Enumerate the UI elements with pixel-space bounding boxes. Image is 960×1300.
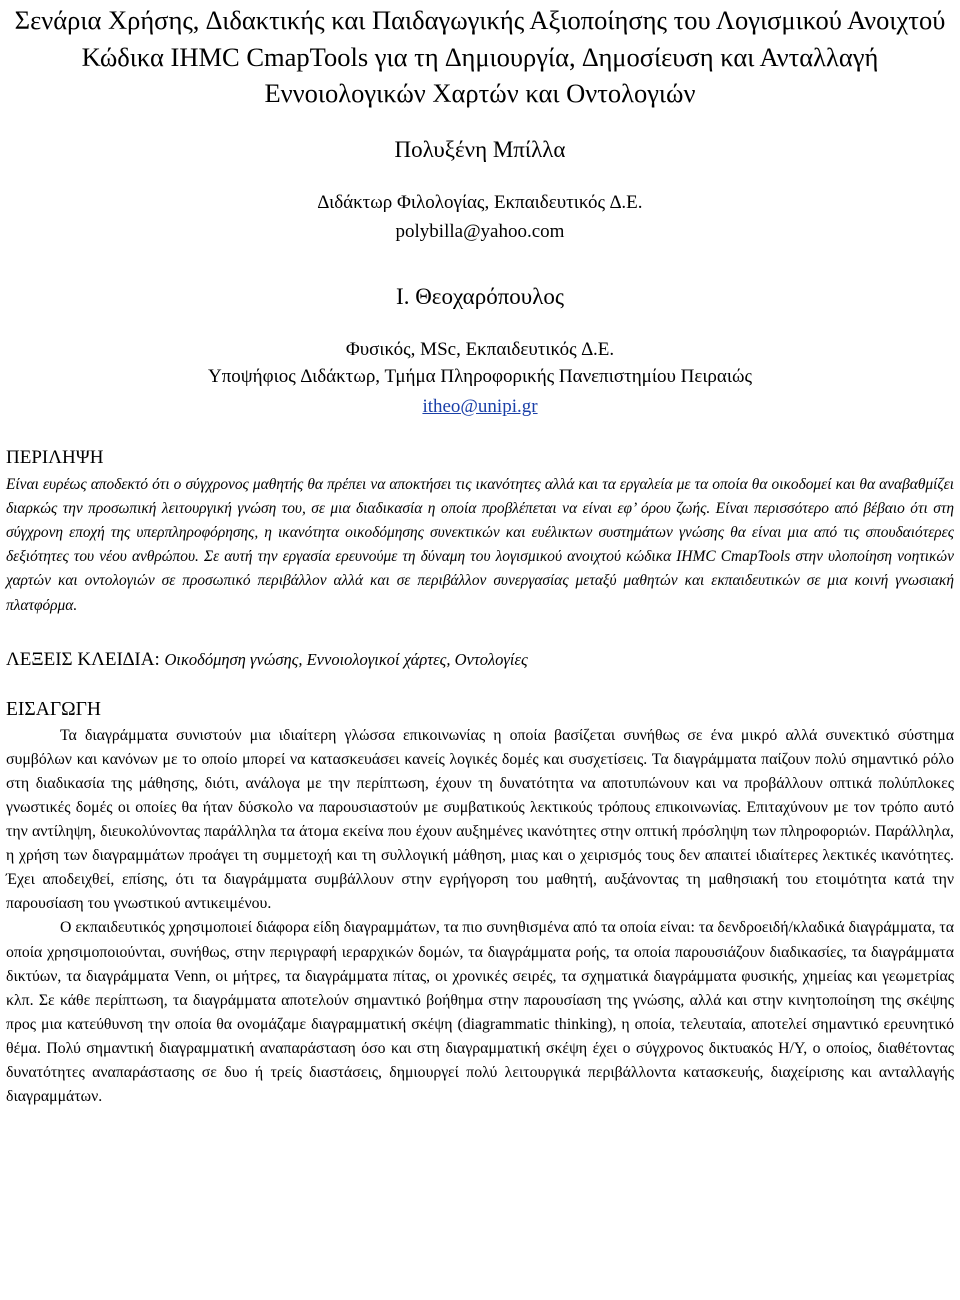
author-affiliation: Φυσικός, MSc, Εκπαιδευτικός ∆.Ε. (345, 338, 615, 360)
introduction-section (6, 697, 954, 1110)
paper-title: Σενάρια Χρήσης, ∆ιδακτικής και Παιδαγωγικής Αξιοποίησης του Λογισμικού Ανοιχτού Κώδικα IHMC CmapTools για τη ∆ημιουργία, ∆ημοσίευση και Ανταλλαγή Εννοιολογικών Χαρτών και Οντολογιών (14, 5, 946, 108)
keywords-text: Οικοδόμηση γνώσης, Εννοιολογικοί χάρτες, Οντολογίες (164, 649, 528, 669)
author-affiliation: ∆ιδάκτωρ Φιλολογίας, Εκπαιδευτικός ∆.Ε. (317, 191, 643, 213)
abstract-section (6, 446, 954, 618)
author-name: Πολυξένη Μπίλλα (394, 136, 566, 162)
body-paragraph: Τα διαγράμματα συνιστούν μια ιδιαίτερη γλώσσα επικοινωνίας η οποία βασίζεται συνήθως σε ένα μικρό αλλά συνεκτικό σύστημα συμβόλων και κανόνων με το οποίο μπορεί να κατασκευάσει κανείς λογικές δομές και συσχετίσεις. Τα διαγράμματα παίζουν πολύ σημαντικό ρόλο στη διαδικασία της μάθησης, διότι, ανάλογα με την περίπτωση, έχουν τη δυνατότητα να αποτυπώνουν και να προβάλλουν οπτικά πολύπλοκες γνωστικές δομές οι οποίες θα ήταν δύσκολο να παρουσιαστούν με συμβατικούς λεκτικούς τρόπους επικοινωνίας. Επιταχύνουν με τον τρόπο αυτό την αντίληψη, διευκολύνοντας παράλληλα τα άτομα εκείνα που έχουν αυξημένες ικανότητες στην οπτική πρόσληψη των πληροφοριών. Παράλληλα, η χρήση των διαγραμμάτων προάγει τη συμμετοχή και τη συλλογική μάθηση, μιας και ο χειρισμός τους δεν απαιτεί ιδιαίτερες λεκτικές ικανότητες. Έχει αποδειχθεί, επίσης, ότι τα διαγράμματα συμβάλλουν στην εγρήγορση του μαθητή, αυξάνοντας τη μαθησιακή του ετοιμότητα κατά την παρουσίαση του γνωστικού αντικειμένου. (6, 726, 954, 913)
abstract-heading: ΠΕΡΙΛΗΨΗ (6, 446, 104, 468)
author-block-1 (6, 136, 954, 245)
author-name: Ι. Θεοχαρόπουλος (396, 283, 564, 309)
keywords-line (6, 647, 954, 673)
author-block-2 (6, 283, 954, 420)
body-paragraph: Ο εκπαιδευτικός χρησιμοποιεί διάφορα είδη διαγραμμάτων, τα πιο συνηθισμένα από τα οποία είναι: τα δενδροειδή/κλαδικά διαγράμματα, τα οποία χρησιμοποιούνται, συνήθως, στην περιγραφή ιεραρχικών δομών, τα διαγράμματα ροής, τα οποία παρουσιάζουν διαδικασίες, τα διαγράμματα δικτύων, τα διαγράμματα Venn, οι μήτρες, τα διαγράμματα πίτας, οι χρονικές σειρές, τα σχηματικά διαγράμματα φυσικής, χημείας και γεωμετρίας κλπ. Σε κάθε περίπτωση, τα διαγράμματα αποτελούν σημαντικό βοήθημα στην παρουσίαση της γνώσης, αλλά και στην κινητοποίηση της σκέψης προς μια κατεύθυνση την οποία θα ονομάζαμε διαγραμματική σκέψη (diagrammatic thinking), η οποία, τελευταία, αποτελεί σημαντικό ερευνητικό θέμα. Πολύ σημαντική διαγραμματική αναπαράσταση όσο και στη διαγραμματική σκέψη έχει ο σύγχρονος δικτυακός Η/Υ, ο οποίος, διαθέτοντας δυνατότητες αναπαράστασης σε δυο ή τρείς διαστάσεις, δημιουργεί πολύ λειτουργικά περιβάλλοντα κατασκευής, διαχείρισης και ανταλλαγής διαγραμμάτων. (6, 919, 954, 1106)
author-email[interactable]: polybilla@yahoo.com (395, 220, 565, 242)
keywords-label: ΛΕΞΕΙΣ ΚΛΕΙ∆ΙΑ: (6, 648, 160, 670)
abstract-text: Είναι ευρέως αποδεκτό ότι ο σύγχρονος μαθητής θα πρέπει να αποκτήσει τις ικανότητες αλλά και τα εργαλεία με τα οποία θα οικοδομεί και θα αναβαθμίζει διαρκώς την προσωπική λειτουργική γνώση του, σε μια διαδικασία η οποία προβλέπεται να είναι εφ’ όρου ζωής. Είναι περισσότερο από βέβαιο ότι στη σύγχρονη εποχή της υπερπληροφόρησης, η ικανότητα οικοδόμησης συνεκτικών και ευέλικτων συστημάτων γνώσης θα είναι μια από τις σπουδαιότερες δεξιότητες του νέου ανθρώπου. Σε αυτή την εργασία ερευνούμε τη δύναμη του λογισμικού ανοιχτού κώδικα IHMC CmapTools στην υλοποίηση νοητικών χαρτών και οντολογιών σε προσωπικό περιβάλλον αλλά και σε περιβάλλον συνεργασίας μεταξύ μαθητών και εκπαιδευτικών σε μια κοινή γνωσιακή πλατφόρμα. (6, 475, 954, 614)
introduction-heading: ΕΙΣΑΓΩΓΗ (6, 698, 101, 720)
author-email-link[interactable]: itheo@unipi.gr (422, 395, 538, 417)
author-affiliation: Υποψήφιος ∆ιδάκτωρ, Τμήμα Πληροφορικής Πανεπιστημίου Πειραιώς (207, 365, 753, 387)
